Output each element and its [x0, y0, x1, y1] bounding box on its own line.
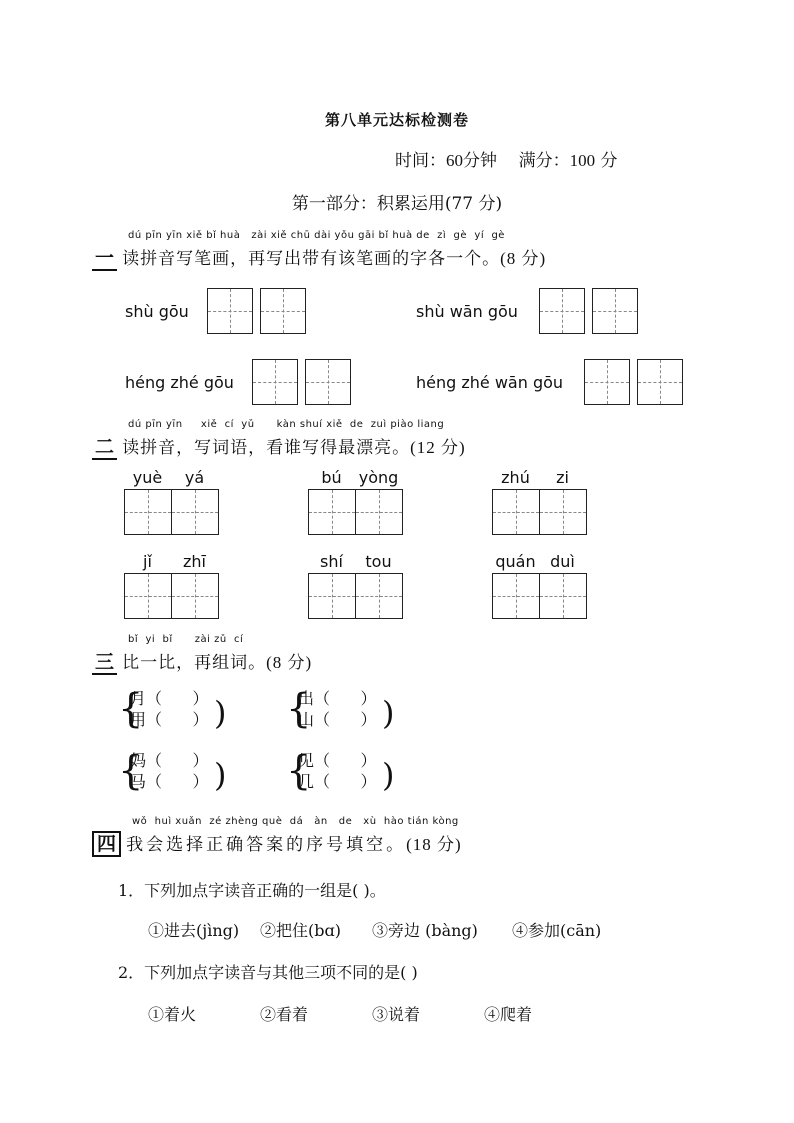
q2-option: ①着火: [148, 1005, 197, 1024]
q2-option: ③说着: [372, 1005, 421, 1024]
word-pinyin: zi: [556, 468, 569, 487]
word-pinyin: zhī: [183, 552, 206, 571]
s4-number: 四: [92, 831, 121, 857]
s1-text: 读拼音写笔画，再写出带有该笔画的字各一个。: [122, 249, 501, 269]
s4-heading: [92, 830, 462, 855]
s2-text: 读拼音，写词语，看谁写得最漂亮。: [122, 438, 411, 458]
full-label: 满分：: [518, 151, 570, 171]
writing-box[interactable]: [252, 359, 298, 405]
brace-left: {: [118, 748, 144, 794]
s3-score: (8 分): [266, 653, 313, 672]
word-writing-box[interactable]: [492, 573, 587, 619]
stroke-label: shù wān gōu: [416, 302, 518, 321]
compare-line: 几（ ）: [298, 772, 377, 791]
writing-box[interactable]: [592, 288, 638, 334]
word-writing-box[interactable]: [124, 573, 219, 619]
stroke-label: héng zhé gōu: [125, 373, 234, 392]
word-pinyin: duì: [550, 552, 575, 571]
word-pinyin: zhú: [501, 468, 530, 487]
s2-heading: [92, 432, 466, 459]
s3-pinyin: bǐ yi bǐ zài zǔ cí: [128, 634, 244, 645]
brace-right: ): [382, 694, 395, 732]
stroke-label: shù gōu: [125, 302, 189, 321]
s2-pinyin: dú pīn yīn xiě cí yǔ kàn shuí xiě de zuì piào liang: [128, 419, 445, 430]
time-label: 时间：: [395, 151, 446, 171]
s4-text: 我会选择正确答案的序号填空。: [126, 835, 407, 855]
compare-line: 妈（ ）: [130, 751, 209, 770]
brace-left: {: [286, 748, 312, 794]
s1-number: 一: [92, 247, 117, 271]
word-pinyin: tou: [365, 552, 392, 571]
s3-text: 比一比，再组词。: [122, 653, 267, 673]
brace-left: {: [118, 686, 144, 732]
q2-option: ④爬着: [484, 1005, 533, 1024]
writing-box[interactable]: [637, 359, 683, 405]
q1-option: ③旁边 (bàng): [372, 921, 478, 940]
word-writing-box[interactable]: [308, 573, 403, 619]
time-info: [395, 146, 618, 171]
s1-heading: [92, 243, 546, 270]
word-pinyin: yá: [184, 468, 205, 487]
brace-right: ): [214, 756, 227, 794]
s2-number: 二: [92, 436, 117, 460]
word-pinyin: yòng: [358, 468, 399, 487]
writing-box[interactable]: [260, 288, 306, 334]
brace-right: ): [382, 756, 395, 794]
s3-number: 三: [92, 651, 117, 675]
word-pinyin: bú: [321, 468, 342, 487]
writing-box[interactable]: [207, 288, 253, 334]
compare-line: 马（ ）: [130, 772, 209, 791]
s2-score: (12 分): [410, 438, 466, 457]
s4-score: (18 分): [406, 835, 462, 854]
writing-box[interactable]: [584, 359, 630, 405]
writing-box[interactable]: [539, 288, 585, 334]
compare-line: 用（ ）: [130, 710, 209, 729]
brace-left: {: [286, 686, 312, 732]
q2-option: ②看着: [260, 1005, 309, 1024]
q1-option: ④参加(cān): [512, 921, 602, 940]
word-pinyin: jǐ: [143, 552, 152, 571]
part-heading: 第一部分：积累运用(77 分): [291, 194, 503, 214]
s1-score: (8 分): [500, 249, 547, 268]
writing-box[interactable]: [305, 359, 351, 405]
brace-right: ): [214, 694, 227, 732]
word-pinyin: quán: [495, 552, 536, 571]
word-writing-box[interactable]: [492, 489, 587, 535]
full-unit: 分: [600, 151, 618, 171]
compare-line: 出（ ）: [298, 689, 377, 708]
question-2: 2．下列加点字读音与其他三项不同的是( ): [118, 963, 418, 982]
s3-heading: [92, 647, 312, 674]
time-unit: 分钟: [463, 151, 497, 171]
q1-option: ①进去(jìng): [148, 921, 240, 940]
compare-line: 山（ ）: [298, 710, 377, 729]
time-value: 60: [446, 151, 463, 170]
q1-option: ②把住(bɑ): [260, 921, 341, 940]
s4-pinyin: wǒ huì xuǎn zé zhèng què dá àn de xù hào tián kòng: [132, 816, 459, 827]
compare-line: 见（ ）: [298, 751, 377, 770]
s1-pinyin: dú pīn yīn xiě bǐ huà zài xiě chū dài yǒu gāi bǐ huà de zì gè yí gè: [128, 230, 505, 241]
page-title: 第八单元达标检测卷: [324, 111, 469, 129]
word-pinyin: shí: [320, 552, 343, 571]
word-writing-box[interactable]: [308, 489, 403, 535]
compare-line: 月（ ）: [130, 689, 209, 708]
full-value: 100: [569, 151, 596, 170]
word-writing-box[interactable]: [124, 489, 219, 535]
word-pinyin: yuè: [132, 468, 163, 487]
question-1: 1．下列加点字读音正确的一组是( )。: [118, 881, 386, 900]
stroke-label: héng zhé wān gōu: [416, 373, 564, 392]
